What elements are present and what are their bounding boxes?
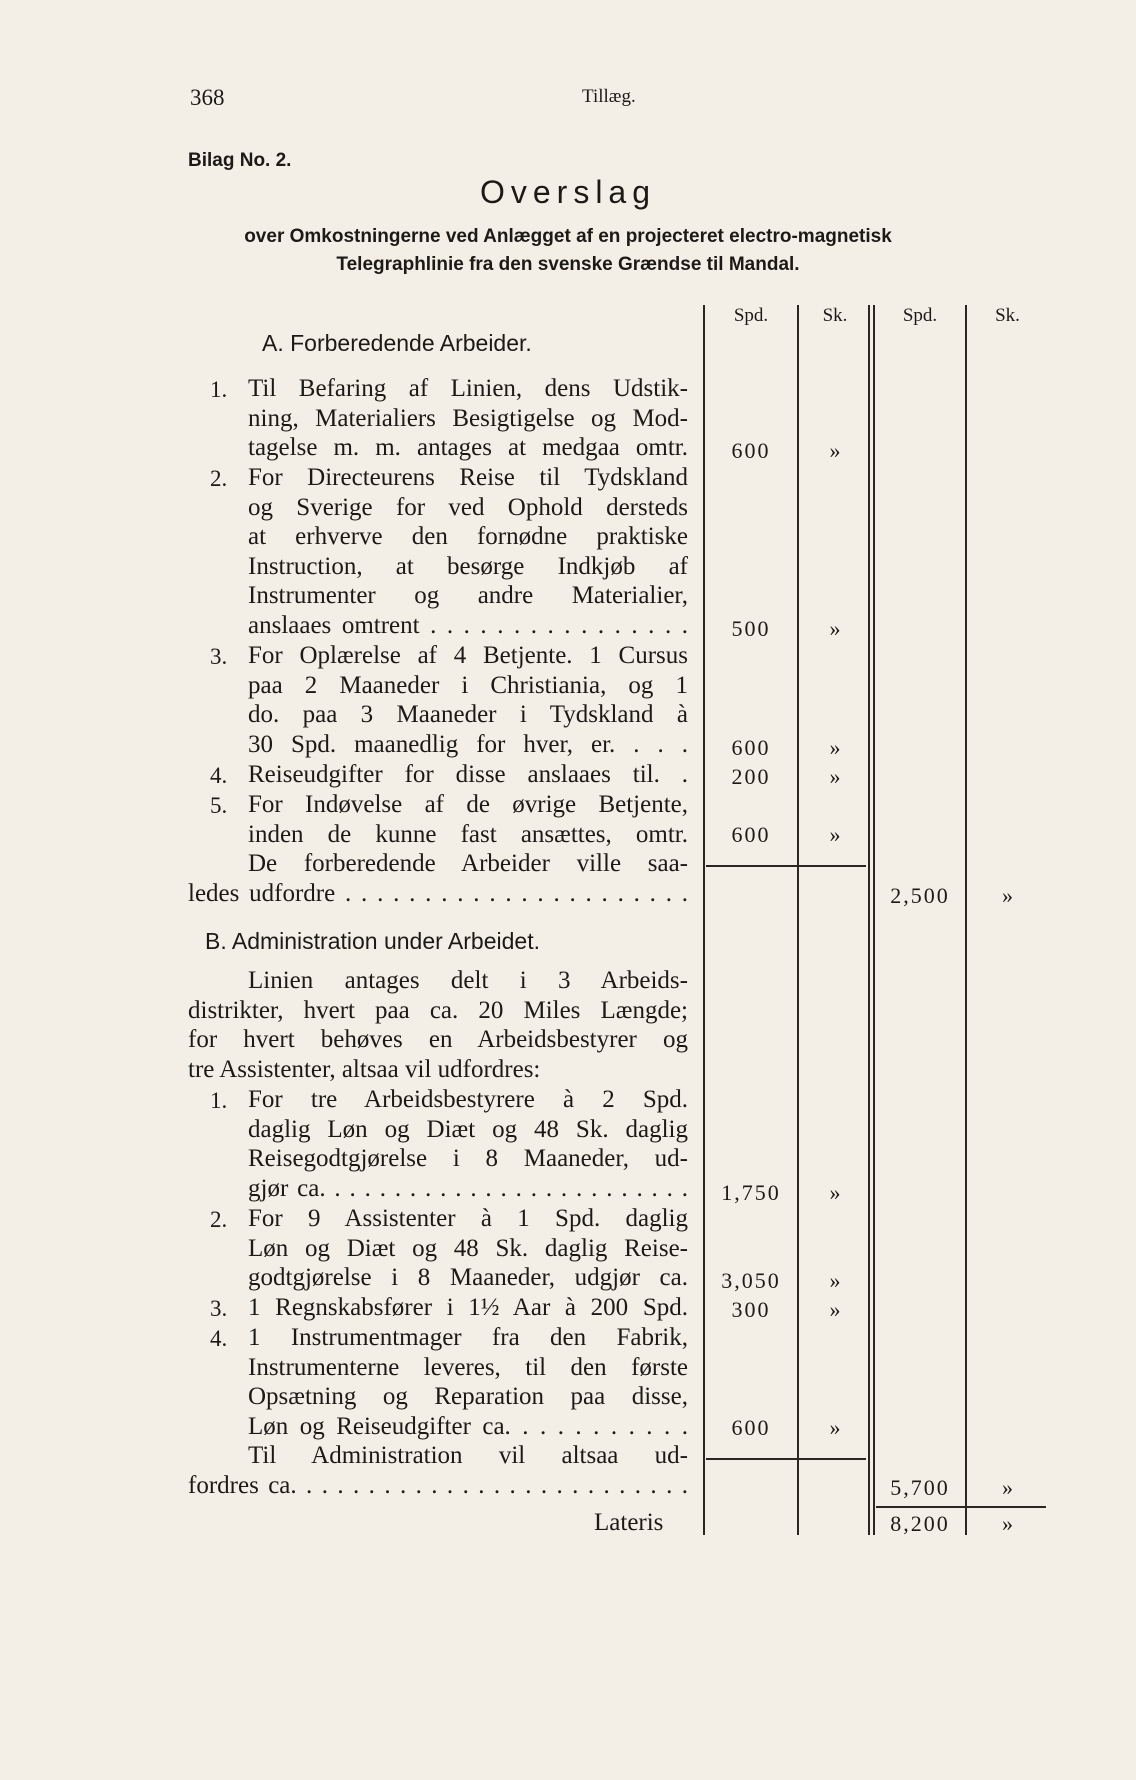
- amount-spd: 600: [731, 735, 771, 760]
- amount-sk: »: [829, 822, 841, 847]
- list-item: For Oplærelse af 4 Betjente. 1 Cursus paa 2 Maaneder i Christiania, og 1 do. paa 3 Maaneder i Tydskland à 30 Spd. maanedlig for hver, er. . . .: [248, 642, 688, 758]
- item-number: 5.: [210, 793, 228, 818]
- section-a-total-sk: »: [1002, 883, 1013, 908]
- page-number: 368: [190, 85, 225, 110]
- bilag-label: Bilag No. 2.: [188, 150, 292, 171]
- item-number: 4.: [210, 1326, 228, 1351]
- list-item: 1 Regnskabsfører i 1½ Aar à 200 Spd.: [248, 1294, 688, 1321]
- lateris-label: Lateris: [594, 1509, 664, 1536]
- column-rule: [797, 305, 799, 1535]
- amount-sk: »: [829, 616, 841, 641]
- amount-spd: 500: [731, 616, 771, 641]
- amount-sk: »: [829, 438, 841, 463]
- amount-sk: »: [829, 1415, 841, 1440]
- section-a-total-text: De forberedende Arbeider ville saa- ledes udfordre . . . . . . . . . . . . . . . . . . . . . .: [188, 850, 688, 907]
- subtitle-line-2: Telegraphlinie fra den svenske Grændse til Mandal.: [336, 254, 800, 275]
- amount-spd: 600: [731, 438, 771, 463]
- amount-spd: 3,050: [721, 1268, 781, 1293]
- total-rule: [876, 1506, 1046, 1508]
- item-number: 2.: [210, 466, 228, 491]
- section-b-total-sk: »: [1002, 1475, 1013, 1500]
- amount-sk: »: [829, 764, 841, 789]
- item-number: 3.: [210, 1296, 228, 1321]
- col-header-sk-1: Sk.: [822, 305, 848, 326]
- item-number: 4.: [210, 763, 228, 788]
- column-rule: [873, 305, 875, 1535]
- amount-sk: »: [829, 735, 841, 760]
- section-a-total-spd: 2,500: [890, 883, 950, 908]
- amount-spd: 600: [731, 822, 771, 847]
- col-header-spd-1: Spd.: [733, 305, 769, 326]
- amount-spd: 600: [731, 1415, 771, 1440]
- col-header-sk-2: Sk.: [995, 305, 1020, 326]
- list-item: 1 Instrumentmager fra den Fabrik, Instrumenterne leveres, til den første Opsætning og Reparation paa disse, Løn og Reiseudgifter ca. . . . . . . . . . .: [248, 1324, 688, 1440]
- subtotal-rule: [706, 1458, 866, 1460]
- amount-spd: 300: [731, 1297, 771, 1322]
- lateris-sk: »: [1002, 1511, 1013, 1536]
- item-number: 2.: [210, 1207, 228, 1232]
- column-rule: [703, 305, 705, 1535]
- subtotal-rule: [706, 865, 866, 867]
- list-item: Til Befaring af Linien, dens Udstik- ning, Materialiers Besigtigelse og Mod- tagelse m. m. antages at medgaa omtr.: [248, 375, 688, 461]
- col-header-spd-2: Spd.: [902, 305, 938, 326]
- item-number: 3.: [210, 644, 228, 669]
- section-b-total-spd: 5,700: [890, 1475, 950, 1500]
- lateris-spd: 8,200: [890, 1511, 950, 1536]
- amount-spd: 200: [731, 764, 771, 789]
- list-item: For tre Arbeidsbestyrere à 2 Spd. daglig Løn og Diæt og 48 Sk. daglig Reisegodtgjørelse i 8 Maaneder, ud- gjør ca. . . . . . . . . . . . . . . . . . . . . . . . .: [248, 1086, 688, 1202]
- document-title: Overslag: [479, 174, 657, 210]
- column-rule: [868, 305, 870, 1535]
- amount-sk: »: [829, 1180, 841, 1205]
- column-rule: [965, 305, 967, 1535]
- item-number: 1.: [210, 1088, 228, 1113]
- amount-spd: 1,750: [721, 1180, 781, 1205]
- list-item: For Indøvelse af de øvrige Betjente, inden de kunne fast ansættes, omtr.: [248, 791, 688, 848]
- section-a-heading: A. Forberedende Arbeider.: [262, 330, 532, 356]
- item-number: 1.: [210, 377, 228, 402]
- amount-sk: »: [829, 1268, 841, 1293]
- list-item: Reiseudgifter for disse anslaaes til. .: [248, 761, 688, 788]
- section-b-intro: Linien antages delt i 3 Arbeids- distrikter, hvert paa ca. 20 Miles Længde; for hvert behøves en Arbeidsbestyrer og tre Assistenter, altsaa vil udfordres:: [188, 967, 688, 1083]
- running-title: Tillæg.: [582, 86, 636, 107]
- amount-sk: »: [829, 1297, 841, 1322]
- subtitle-line-1: over Omkostningerne ved Anlægget af en projecteret electro-magnetisk: [244, 226, 892, 247]
- list-item: For Directeurens Reise til Tydskland og Sverige for ved Ophold dersteds at erhverve den fornødne praktiske Instruction, at besørge Indkjøb af Instrumenter og andre Materialier, anslaaes omtrent . . . . . . . . . . . . . . . .: [248, 464, 688, 639]
- list-item: For 9 Assistenter à 1 Spd. daglig Løn og Diæt og 48 Sk. daglig Reise- godtgjørelse i 8 Maaneder, udgjør ca.: [248, 1205, 688, 1291]
- section-b-total-text: Til Administration vil altsaa ud- fordres ca. . . . . . . . . . . . . . . . . . . . . . . . . .: [188, 1442, 688, 1499]
- section-b-heading: B. Administration under Arbeidet.: [205, 928, 540, 954]
